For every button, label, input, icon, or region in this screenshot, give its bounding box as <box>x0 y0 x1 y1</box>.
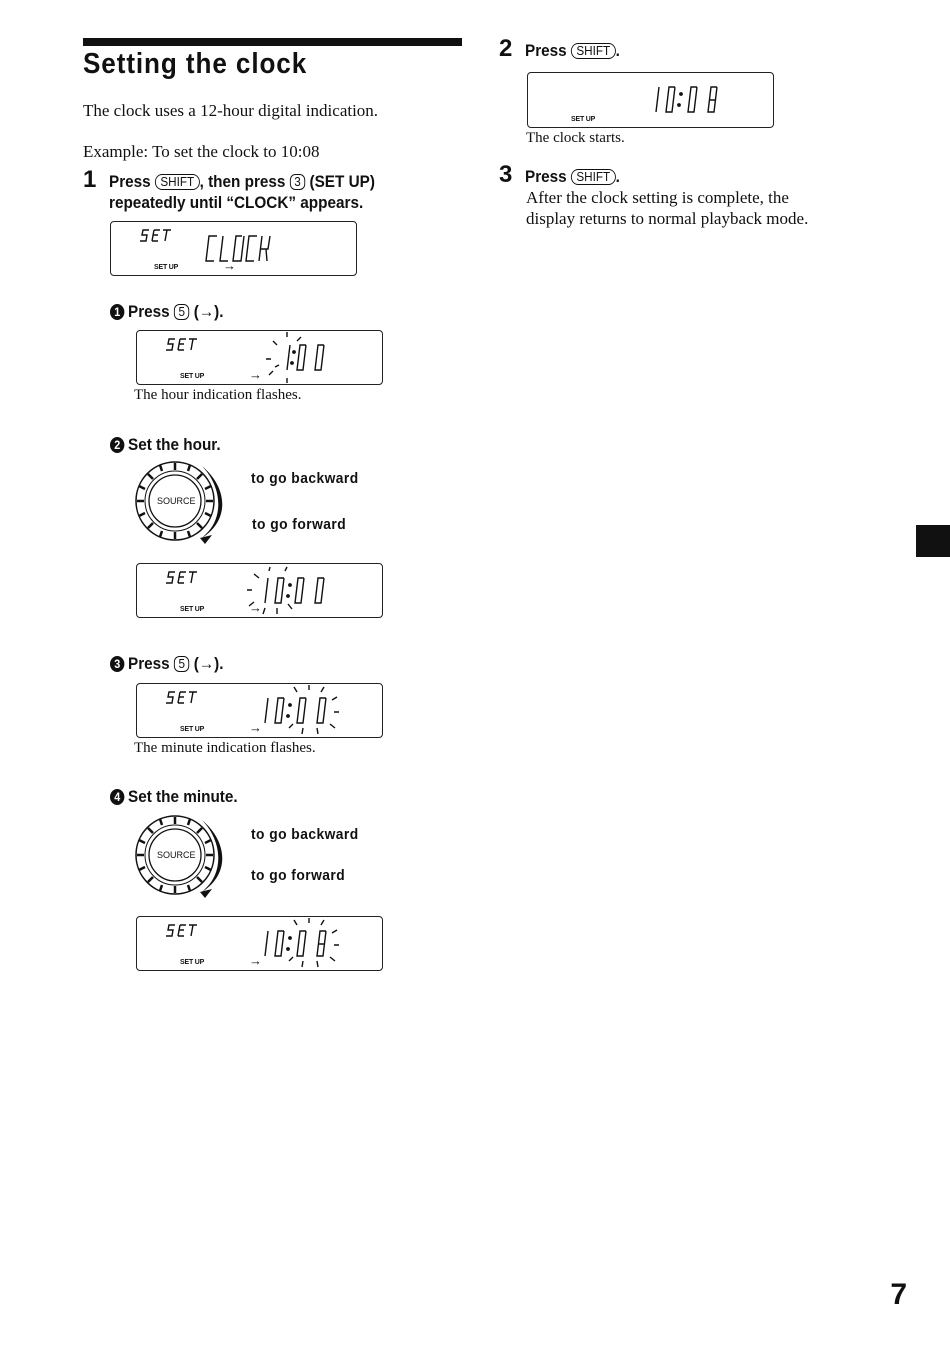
sub3-instruction <box>110 654 223 674</box>
knob-label: SOURCE <box>157 496 196 506</box>
step2-caption: The clock starts. <box>526 130 625 146</box>
sub4-text: Set the minute. <box>128 787 238 806</box>
step1-line2: repeatedly until “CLOCK” appears. <box>109 193 364 212</box>
shift-key: SHIFT <box>155 174 200 190</box>
step1-press: Press <box>109 172 151 191</box>
sub2-text: Set the hour. <box>128 435 221 454</box>
sub3-caption: The minute indication flashes. <box>134 740 316 756</box>
sub4-backward: to go backward <box>251 826 359 843</box>
lcd-setup-label: SET UP <box>180 726 205 733</box>
lcd-setup-label: SET UP <box>180 959 205 966</box>
sub3-press: Press <box>128 654 170 673</box>
knob-label: SOURCE <box>157 850 196 860</box>
sub4-instruction <box>110 787 238 807</box>
step3-period: . <box>615 167 620 186</box>
step2-number: 2 <box>499 35 513 62</box>
right-arrow-icon: → <box>249 600 262 615</box>
intro-text: The clock uses a 12-hour digital indication. <box>83 101 379 120</box>
sub1-arrow: (→). <box>193 302 224 321</box>
section-tab-marker <box>916 525 950 557</box>
sub2-backward: to go backward <box>251 470 359 487</box>
sub1-circle-number: 1 <box>110 304 124 320</box>
lcd-setup-label: SET UP <box>180 373 205 380</box>
title-rule <box>83 38 462 46</box>
right-arrow-icon: → <box>223 258 236 273</box>
step3-number: 3 <box>499 161 513 188</box>
lcd-display-minute-set <box>136 916 383 971</box>
step1-line1 <box>109 172 375 192</box>
step3-line2: display returns to normal playback mode. <box>526 209 809 228</box>
example-text: Example: To set the clock to 10:08 <box>83 142 320 161</box>
sub2-instruction <box>110 435 221 455</box>
key-5: 5 <box>174 304 190 320</box>
page-number: 7 <box>890 1278 907 1311</box>
right-arrow-icon: → <box>249 367 262 382</box>
lcd-clock-start-svg <box>528 73 773 127</box>
step3-press: Press <box>525 167 567 186</box>
source-knob <box>128 812 238 900</box>
step2-period: . <box>615 41 620 60</box>
sub2-forward: to go forward <box>252 516 347 533</box>
step1-setup: (SET UP) <box>309 172 375 191</box>
step3-instruction <box>525 167 620 187</box>
shift-key: SHIFT <box>571 43 616 59</box>
step1-then: , then press <box>199 172 286 191</box>
lcd-setup-label: SET UP <box>154 264 179 271</box>
lcd-display-hour-set <box>136 563 383 618</box>
key-3: 3 <box>290 174 306 190</box>
right-arrow-icon: → <box>249 720 262 735</box>
sub4-circle-number: 4 <box>110 789 124 805</box>
step2-instruction <box>525 41 620 61</box>
source-knob <box>128 458 238 546</box>
sub1-instruction <box>110 302 223 322</box>
right-arrow-icon: → <box>249 953 262 968</box>
shift-key: SHIFT <box>571 169 616 185</box>
key-5: 5 <box>174 656 190 672</box>
lcd-display-clock <box>110 221 357 276</box>
sub1-press: Press <box>128 302 170 321</box>
sub1-caption: The hour indication flashes. <box>134 387 302 403</box>
lcd-setup-label: SET UP <box>180 606 205 613</box>
lcd-setup-label: SET UP <box>571 116 596 123</box>
page-title: Setting the clock <box>83 48 308 80</box>
lcd-display-hour <box>136 330 383 385</box>
step1-number: 1 <box>83 166 97 193</box>
step3-line1: After the clock setting is complete, the <box>526 188 789 207</box>
lcd-display-clock-start <box>527 72 774 128</box>
lcd-display-minute <box>136 683 383 738</box>
sub2-circle-number: 2 <box>110 437 124 453</box>
sub4-forward: to go forward <box>251 867 346 884</box>
sub3-circle-number: 3 <box>110 656 124 672</box>
sub3-arrow: (→). <box>193 654 224 673</box>
step2-press: Press <box>525 41 567 60</box>
